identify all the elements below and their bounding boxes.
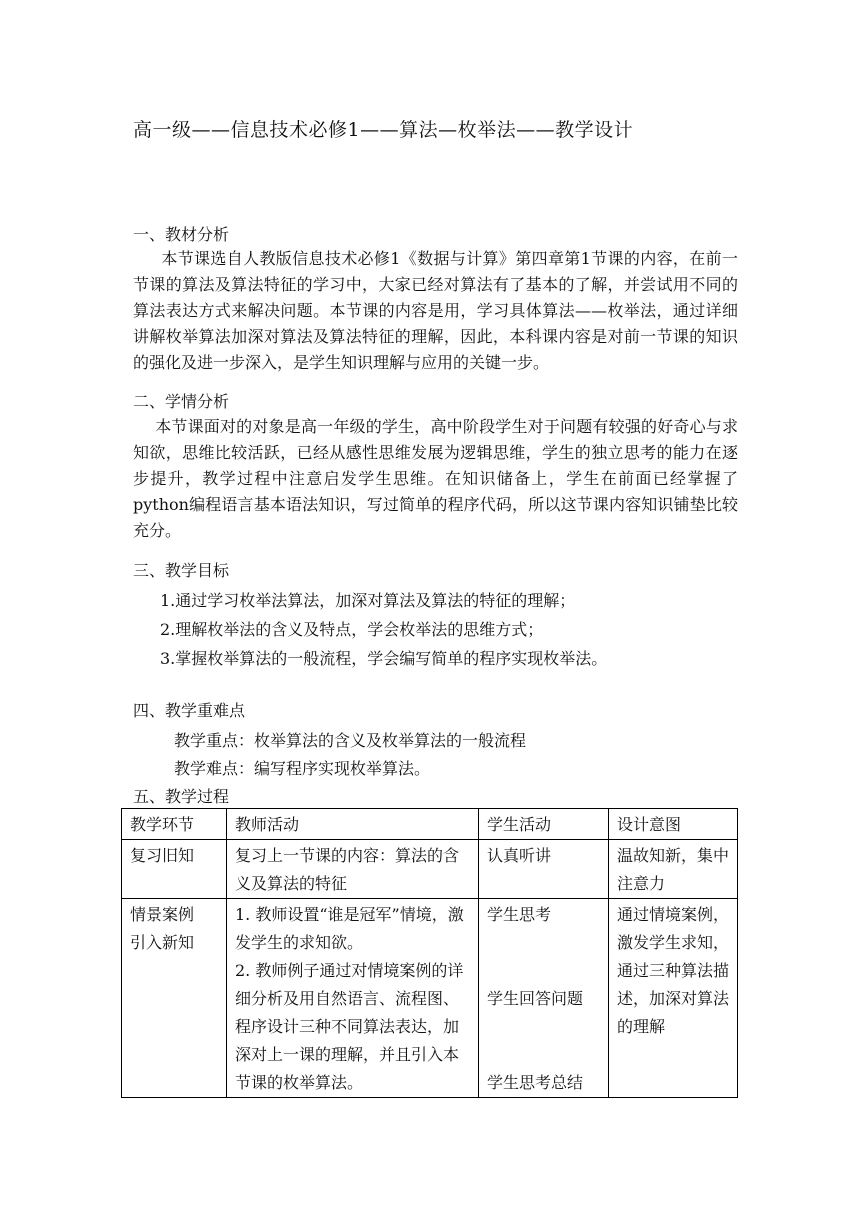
section-text-1: 本节课选自人教版信息技术必修1《数据与计算》第四章第1节课的内容，在前一节课的算法及算法特征的学习中，大家已经对算法有了基本的了解，并尝试用不同的算法表达方式来解决问题。本节课的内容是用，学习具体算法——枚举法，通过详细讲解枚举算法加深对算法及算法特征的理解，因此，本科课内容是对前一节课的知识的强化及进一步深入，是学生知识理解与应用的关键一步。 [133,249,738,372]
table-header-cell: 学生活动 [479,809,609,840]
teacher-activity-2: 2. 教师例子通过对情境案例的详细分析及用自然语言、流程图、程序设计三种不同算法表达，加深对上一课的理解，并且引入本节课的枚举算法。 [235,961,464,1092]
student-activity-3: 学生思考总结 [487,1073,584,1092]
table-header-cell: 教学环节 [122,809,227,840]
table-cell-student [479,899,609,1098]
table-cell-teacher: 复习上一节课的内容：算法的含义及算法的特征 [227,840,479,899]
section-heading-1: 一、教材分析 [133,225,230,244]
table-cell-stage [122,899,227,1098]
stage-label: 情景案例引入新知 [130,905,195,952]
student-activity-2: 学生回答问题 [487,989,584,1008]
section-heading-3: 三、教学目标 [133,561,230,580]
table-header-cell: 设计意图 [609,809,738,840]
table-cell-student: 认真听讲 [479,840,609,899]
section-heading-5: 五、教学过程 [133,787,230,806]
table-cell-intent: 温故知新，集中注意力 [609,840,738,899]
table-cell-teacher [227,899,479,1098]
teacher-activity-1: 1. 教师设置“谁是冠军”情境，激发学生的求知欲。 [235,905,464,952]
objective-item: 3.掌握枚举算法的一般流程，学会编写简单的程序实现枚举法。 [160,649,608,668]
student-activity-1: 学生思考 [487,905,552,924]
section-text-2: 本节课面对的对象是高一年级的学生，高中阶段学生对于问题有较强的好奇心与求知欲，思维比较活跃，已经从感性思维发展为逻辑思维，学生的独立思考的能力在逐步提升，教学过程中注意启发学生思维。在知识储备上，学生在前面已经掌握了python编程语言基本语法知识，写过简单的程序代码，所以这节课内容知识铺垫比较充分。 [133,417,738,540]
table-row [122,840,738,899]
table-row [122,899,738,1098]
objective-item: 1.通过学习枚举法算法，加深对算法及算法的特征的理解； [160,591,576,610]
difficult-point: 教学难点：编写程序实现枚举算法。 [174,759,431,778]
table-cell-stage: 复习旧知 [122,840,227,899]
key-point: 教学重点：枚举算法的含义及枚举算法的一般流程 [174,731,527,750]
objective-item: 2.理解枚举法的含义及特点，学会枚举法的思维方式； [160,620,544,639]
teaching-process-table [121,808,738,1098]
section-heading-4: 四、教学重难点 [133,701,246,720]
table-cell-intent: 通过情境案例，激发学生求知，通过三种算法描述，加深对算法的理解 [609,899,738,1098]
document-title: 高一级——信息技术必修1——算法—枚举法——教学设计 [133,119,634,141]
section-heading-2: 二、学情分析 [133,392,230,411]
table-header-cell: 教师活动 [227,809,479,840]
table-header-row [122,809,738,840]
